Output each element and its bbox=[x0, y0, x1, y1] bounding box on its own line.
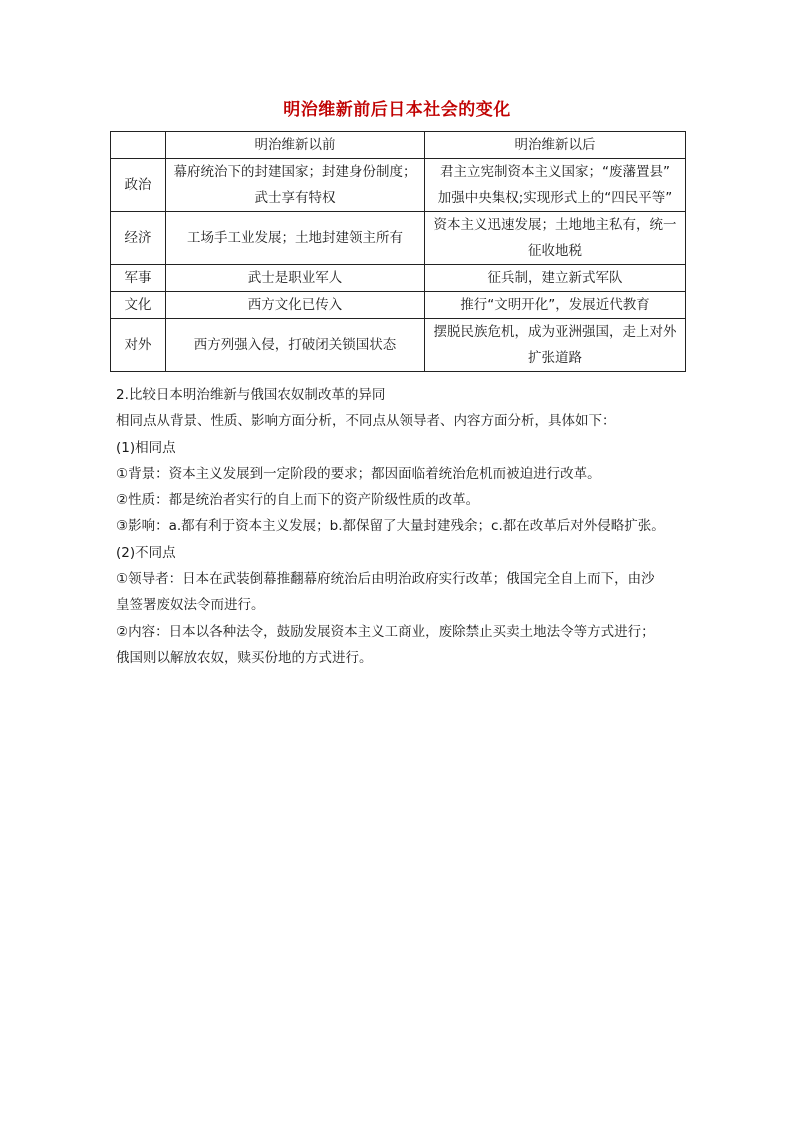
table-row-politics bbox=[111, 159, 686, 212]
page-title: 明治维新前后日本社会的变化 bbox=[283, 100, 511, 120]
table-row-economy bbox=[111, 212, 686, 265]
header-cell-empty bbox=[111, 132, 166, 159]
different-heading: (2)不同点 bbox=[116, 544, 176, 561]
after-cell bbox=[425, 319, 686, 372]
cell-line: 西方列强入侵，打破闭关锁国状态 bbox=[193, 337, 397, 353]
cell-line: 工场手工业发展；土地封建领主所有 bbox=[187, 230, 403, 246]
different-item: ①领导者：日本在武装倒幕推翻幕府统治后由明治政府实行改革；俄国完全自上而下，由沙 bbox=[116, 571, 655, 588]
similar-item: ②性质：都是统治者实行的自上而下的资产阶级性质的改革。 bbox=[116, 492, 480, 509]
table-row-foreign bbox=[111, 319, 686, 372]
row-category: 军事 bbox=[111, 265, 166, 292]
after-cell bbox=[425, 159, 686, 212]
before-cell: 西方文化已传入 bbox=[166, 292, 425, 319]
cell-line: 资本主义迅速发展；土地地主私有，统一 bbox=[433, 217, 677, 233]
different-item: 俄国则以解放农奴，赎买份地的方式进行。 bbox=[116, 649, 373, 666]
different-item: 皇签署废奴法令而进行。 bbox=[116, 597, 265, 614]
cell-line: 幕府统治下的封建国家；封建身份制度； bbox=[173, 164, 417, 180]
after-cell bbox=[425, 212, 686, 265]
before-cell: 武士是职业军人 bbox=[166, 265, 425, 292]
cell-line: 征收地税 bbox=[528, 243, 582, 259]
row-category: 政治 bbox=[111, 159, 166, 212]
different-item: ②内容：日本以各种法令，鼓励发展资本主义工商业，废除禁止买卖土地法令等方式进行； bbox=[116, 623, 655, 640]
before-cell bbox=[166, 212, 425, 265]
comparison-table bbox=[110, 131, 686, 372]
before-cell bbox=[166, 159, 425, 212]
row-category: 经济 bbox=[111, 212, 166, 265]
similar-item: ③影响：a.都有利于资本主义发展；b.都保留了大量封建残余；c.都在改革后对外侵略扩张。 bbox=[116, 518, 665, 535]
table-row-culture bbox=[111, 292, 686, 319]
cell-line: 君主立宪制资本主义国家；“废藩置县” bbox=[440, 164, 670, 180]
cell-line: 摆脱民族危机，成为亚洲强国，走上对外 bbox=[433, 324, 677, 340]
similar-item: ①背景：资本主义发展到一定阶段的要求；都因面临着统治危机而被迫进行改革。 bbox=[116, 465, 601, 482]
row-category: 对外 bbox=[111, 319, 166, 372]
table-row-military bbox=[111, 265, 686, 292]
header-cell-after: 明治维新以后 bbox=[425, 132, 686, 159]
table-header-row bbox=[111, 132, 686, 159]
section-intro: 相同点从背景、性质、影响方面分析，不同点从领导者、内容方面分析，具体如下： bbox=[116, 413, 616, 430]
cell-line: 扩张道路 bbox=[528, 350, 582, 366]
cell-line: 武士享有特权 bbox=[254, 190, 336, 206]
row-category: 文化 bbox=[111, 292, 166, 319]
before-cell bbox=[166, 319, 425, 372]
after-cell: 征兵制，建立新式军队 bbox=[425, 265, 686, 292]
after-cell: 推行“文明开化”，发展近代教育 bbox=[425, 292, 686, 319]
cell-line: 加强中央集权;实现形式上的“四民平等” bbox=[437, 190, 673, 206]
comparison-section bbox=[116, 382, 691, 671]
section-heading: 2.比较日本明治维新与俄国农奴制改革的异同 bbox=[116, 387, 386, 403]
header-cell-before: 明治维新以前 bbox=[166, 132, 425, 159]
similar-heading: (1)相同点 bbox=[116, 439, 176, 456]
